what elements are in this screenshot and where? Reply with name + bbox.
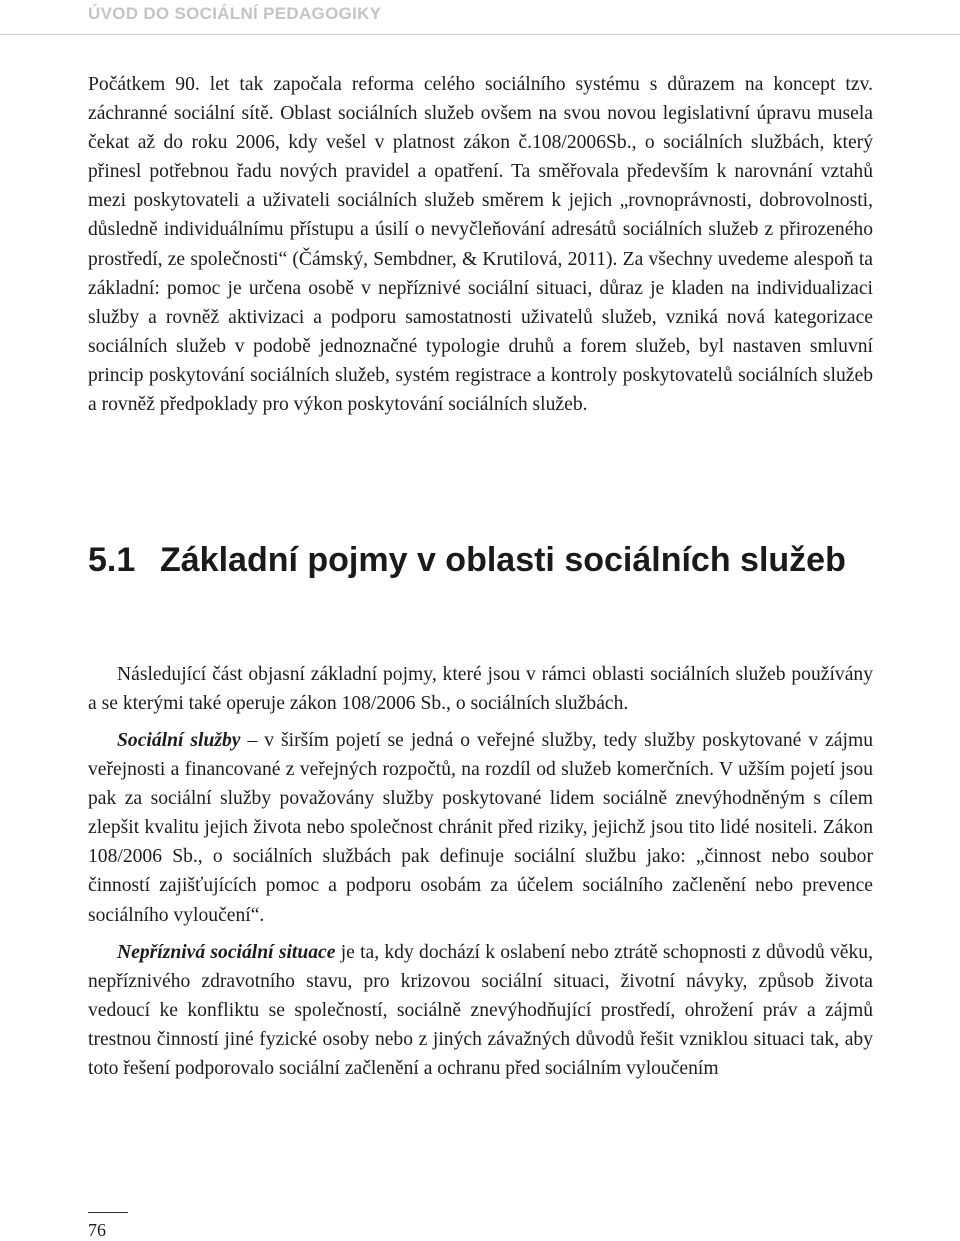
paragraph-intro-terms-text: Následující část objasní základní pojmy, které jsou v rámci oblasti sociálních služeb používány a se kterými také operuje zákon 108/2006 Sb., o sociálních službách. xyxy=(88,664,873,715)
footer-divider xyxy=(88,1212,128,1213)
running-header xyxy=(0,0,960,35)
term-social-services: Sociální služby xyxy=(117,730,241,751)
section-heading xyxy=(88,538,846,582)
definition-social-services: – v širším pojetí se jedná o veřejné služby, tedy služby poskytované v zájmu veřejnosti a financované z veřejných rozpočtů, na rozdíl od služeb komerčních. V užším pojetí jsou pak za sociální služby považovány služby poskytované lidem sociálně znevýhodněným s cílem zlepšit kvalitu jejich života nebo společnost chránit před riziky, jejichž jsou tito lidé nositeli. Zákon 108/2006 Sb., o sociálních službách pak definuje sociální službu jako: „činnost nebo soubor činností zajišťujících pomoc a podporu osobám za účelem sociálního začlenění nebo prevence sociálního vyloučení“. xyxy=(88,730,873,926)
paragraph-social-services xyxy=(88,726,873,930)
page-number: 76 xyxy=(88,1220,106,1240)
term-adverse-situation: Nepříznivá sociální situace xyxy=(117,942,336,963)
definition-adverse-situation: je ta, kdy dochází k oslabení nebo ztrátě schopnosti z důvodů věku, nepříznivého zdravotního stavu, pro krizovou sociální situaci, životní návyky, způsob života vedoucí ke konfliktu se společností, sociálně znevýhodňující prostředí, ohrožení práv a zájmů trestnou činností jiné fyzické osoby nebo z jiných závažných důvodů řešit vzniklou situaci tak, aby toto řešení podporovalo sociální začlenění a ochranu před sociálním vyloučením xyxy=(88,942,873,1080)
section-number: 5.1 xyxy=(88,541,136,579)
intro-paragraph: Počátkem 90. let tak započala reforma celého sociálního systému s důrazem na koncept tzv. záchranné sociální sítě. Oblast sociálních služeb ovšem na svou novou legislativní úpravu musela čekat až do roku 2006, kdy vešel v platnost zákon č.108/2006Sb., o sociálních službách, který přinesl potřebnou řadu nových pravidel a opatření. Ta směřovala především k narovnání vztahů mezi poskytovateli a uživateli sociálních služeb směrem k jejich „rovnoprávnosti, dobrovolnosti, důsledně individuálnímu přístupu a úsilí o nevyčleňování adresátů sociálních služeb z přirozeného prostředí, ze společnosti“ (Čámský, Sembdner, & Krutilová, 2011). Za všechny uvedeme alespoň ta základní: pomoc je určena osobě v nepříznivé sociální situaci, důraz je kladen na individualizaci služby a rovněž aktivizaci a podporu samostatnosti uživatelů služeb, vzniká nová kategorizace sociálních služeb v podobě jednoznačné typologie druhů a forem služeb, byl nastaven smluvní princip poskytování sociálních služeb, systém registrace a kontroly poskytovatelů sociálních služeb a rovněž předpoklady pro výkon poskytování sociálních služeb. xyxy=(88,74,873,416)
paragraph-adverse-situation xyxy=(88,938,873,1083)
paragraph-intro-terms xyxy=(88,660,873,718)
running-header-title: ÚVOD DO SOCIÁLNÍ PEDAGOGIKY xyxy=(88,4,382,23)
section-title: Základní pojmy v oblasti sociálních služeb xyxy=(160,541,846,579)
